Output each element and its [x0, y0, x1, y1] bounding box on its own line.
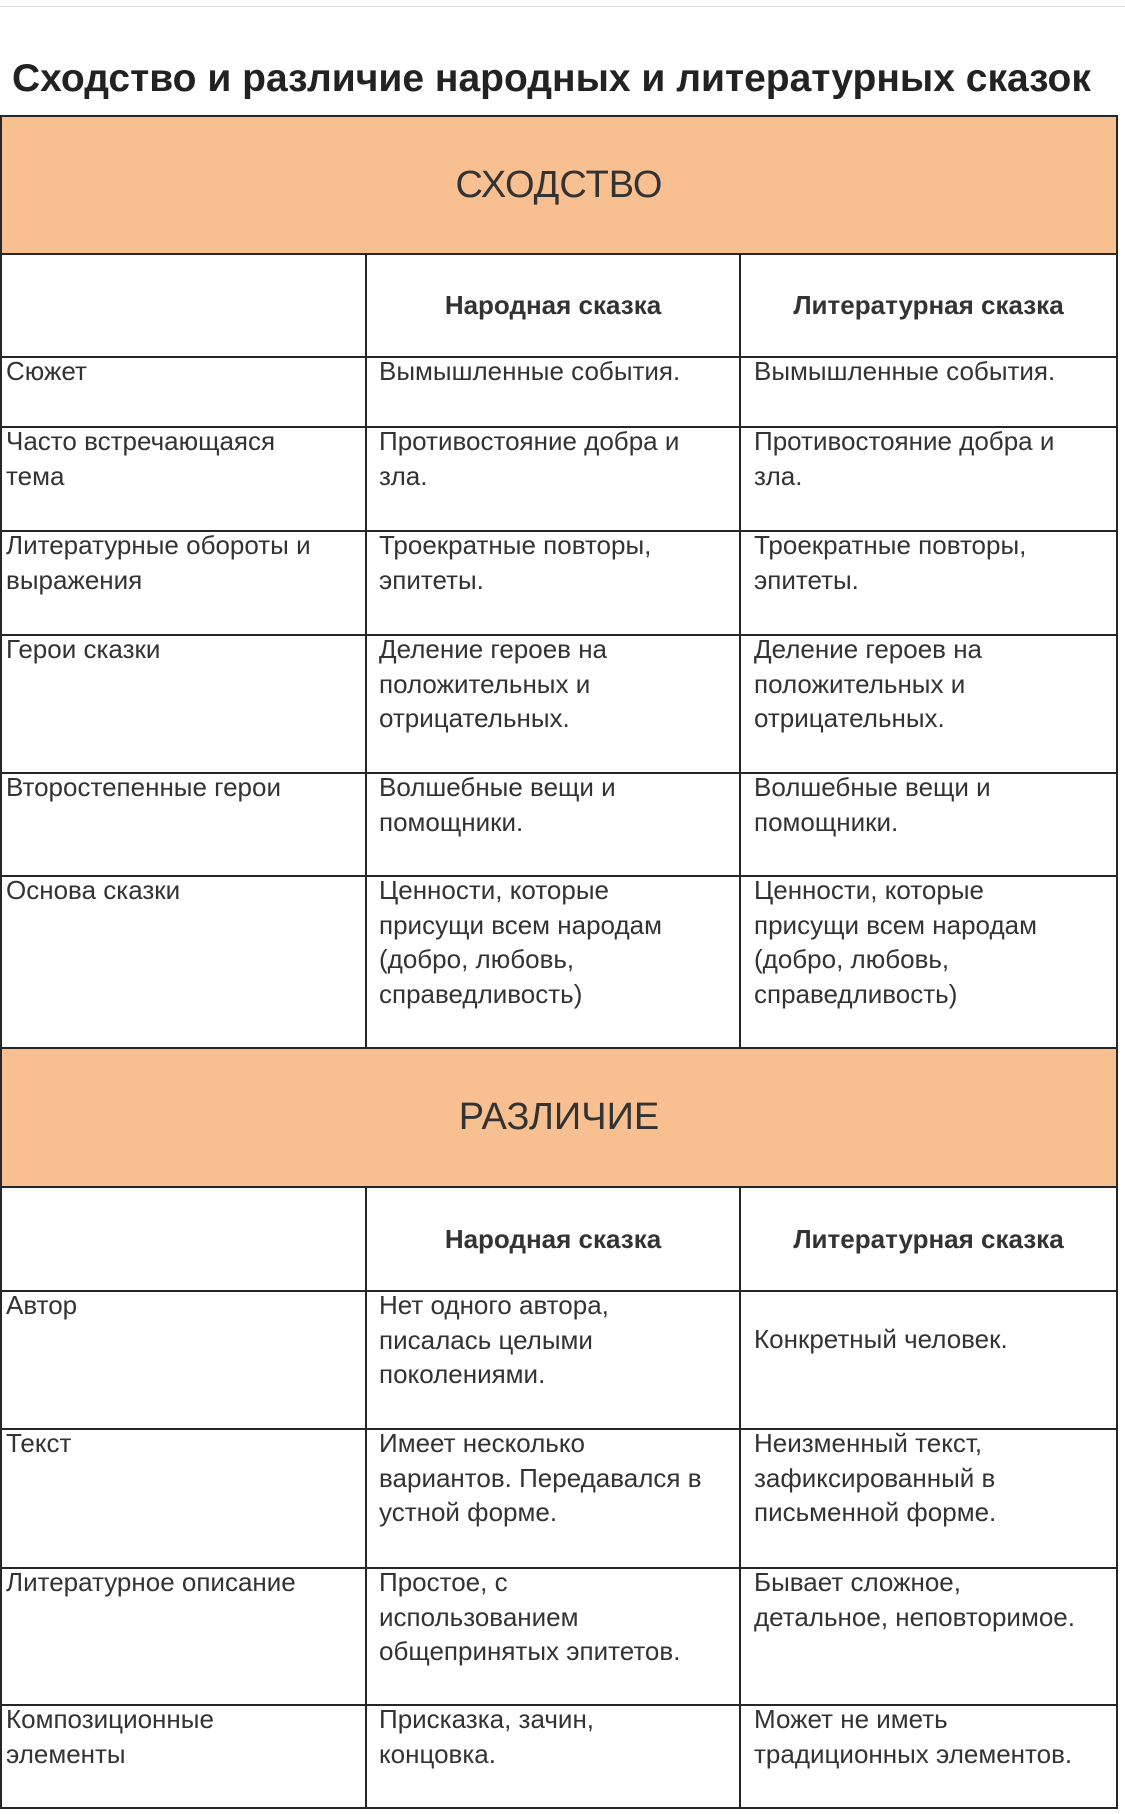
folk-text: Волшебные вещи и помощники.	[379, 772, 616, 837]
aspect-cell	[2, 877, 367, 1047]
folk-cell	[367, 1706, 741, 1807]
folk-text: Троекратные повторы, эпитеты.	[379, 530, 652, 595]
folk-text: Простое, с использованием общепринятых эпитетов.	[379, 1567, 681, 1666]
aspect-text: Часто встречающаяся тема	[6, 426, 276, 491]
table-row	[2, 1569, 1116, 1706]
aspect-text: Композиционные элементы	[6, 1704, 214, 1769]
table-row	[2, 636, 1116, 774]
table-row	[2, 358, 1116, 428]
folk-cell	[367, 774, 741, 875]
folk-column-header: Народная сказка	[367, 1188, 741, 1290]
folk-cell	[367, 636, 741, 772]
aspect-cell	[2, 532, 367, 634]
table-row	[2, 428, 1116, 532]
similarity-heading-row	[2, 117, 1116, 255]
difference-column-headers	[2, 1188, 1116, 1292]
literary-text: Бывает сложное, детальное, неповторимое.	[754, 1567, 1075, 1632]
literary-text: Неизменный текст, зафиксированный в письменной форме.	[754, 1428, 997, 1527]
aspect-text: Сюжет	[6, 356, 87, 386]
aspect-text: Литературное описание	[6, 1567, 296, 1597]
table-row	[2, 877, 1116, 1049]
literary-column-header: Литературная сказка	[793, 290, 1064, 321]
literary-cell	[741, 358, 1116, 426]
literary-cell	[741, 1430, 1116, 1567]
aspect-text: Текст	[6, 1428, 72, 1458]
aspect-column-header	[2, 1188, 367, 1290]
aspect-cell	[2, 1569, 367, 1704]
aspect-cell	[2, 358, 367, 426]
table-row	[2, 1292, 1116, 1430]
literary-text: Может не иметь традиционных элементов.	[754, 1704, 1073, 1769]
aspect-text: Литературные обороты и выражения	[6, 530, 311, 595]
literary-cell	[741, 1706, 1116, 1807]
folk-text: Деление героев на положительных и отрицательных.	[379, 634, 608, 733]
literary-text: Деление героев на положительных и отрицательных.	[754, 634, 983, 733]
aspect-column-header	[2, 255, 367, 356]
aspect-cell	[2, 1706, 367, 1807]
table-row	[2, 1430, 1116, 1569]
folk-text: Вымышленные события.	[379, 356, 681, 386]
folk-cell	[367, 1430, 741, 1567]
folk-cell	[367, 428, 741, 530]
top-divider	[0, 6, 1125, 7]
literary-cell	[741, 428, 1116, 530]
aspect-cell	[2, 428, 367, 530]
folk-text: Противостояние добра и зла.	[379, 426, 680, 491]
aspect-cell	[2, 1292, 367, 1428]
literary-text: Противостояние добра и зла.	[754, 426, 1055, 491]
aspect-text: Автор	[6, 1290, 78, 1320]
table-row	[2, 774, 1116, 877]
folk-text: Ценности, которые присущи всем народам (добро, любовь, справедливость)	[379, 875, 662, 1009]
aspect-cell	[2, 1430, 367, 1567]
literary-text: Ценности, которые присущи всем народам (добро, любовь, справедливость)	[754, 875, 1037, 1009]
folk-text: Имеет несколько вариантов. Передавался в устной форме.	[379, 1428, 702, 1527]
literary-cell	[741, 532, 1116, 634]
literary-cell	[741, 774, 1116, 875]
aspect-text: Герои сказки	[6, 634, 161, 664]
aspect-text: Основа сказки	[6, 875, 181, 905]
similarity-heading: СХОДСТВО	[455, 163, 663, 206]
folk-cell	[367, 1569, 741, 1704]
literary-cell	[741, 1292, 1116, 1428]
literary-cell	[741, 636, 1116, 772]
table-row	[2, 532, 1116, 636]
folk-cell	[367, 877, 741, 1047]
literary-cell	[741, 1569, 1116, 1704]
folk-cell	[367, 358, 741, 426]
comparison-table	[0, 115, 1118, 1809]
literary-column-header: Литературная сказка	[793, 1223, 1064, 1254]
literary-text: Троекратные повторы, эпитеты.	[754, 530, 1027, 595]
page-title: Сходство и различие народных и литературных сказок	[12, 57, 1091, 100]
difference-heading: РАЗЛИЧИЕ	[458, 1096, 660, 1138]
literary-text: Волшебные вещи и помощники.	[754, 772, 991, 837]
literary-text: Конкретный человек.	[754, 1324, 1008, 1354]
difference-heading-row	[2, 1049, 1116, 1188]
folk-text: Присказка, зачин, концовка.	[379, 1704, 595, 1769]
aspect-text: Второстепенные герои	[6, 772, 281, 802]
aspect-cell	[2, 774, 367, 875]
folk-cell	[367, 1292, 741, 1428]
literary-cell	[741, 877, 1116, 1047]
table-row	[2, 1706, 1116, 1809]
folk-cell	[367, 532, 741, 634]
folk-text: Нет одного автора, писалась целыми поколениями.	[379, 1290, 609, 1389]
folk-column-header: Народная сказка	[367, 255, 741, 356]
similarity-column-headers	[2, 255, 1116, 358]
aspect-cell	[2, 636, 367, 772]
literary-text: Вымышленные события.	[754, 356, 1056, 386]
